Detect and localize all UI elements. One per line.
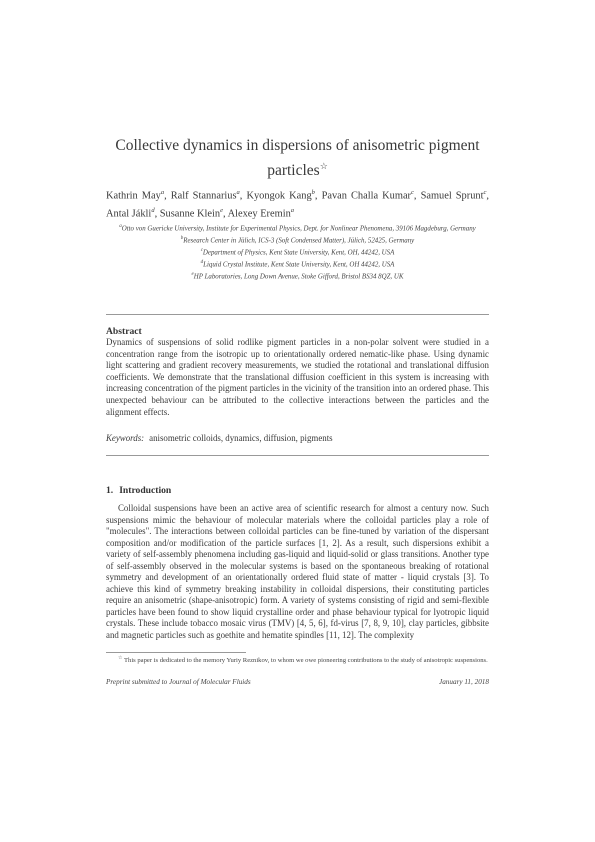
author-name: Susanne Klein bbox=[159, 208, 221, 220]
footnote-marker: ☆ bbox=[118, 656, 123, 661]
footnote-divider bbox=[106, 652, 246, 653]
footnote bbox=[106, 655, 489, 666]
footer-date: January 11, 2018 bbox=[439, 678, 489, 686]
affiliation-text: Research Center in Jülich, ICS-3 (Soft Condensed Matter), Jülich, 52425, Germany bbox=[183, 237, 415, 245]
author-name: Pavan Challa Kumar bbox=[321, 190, 412, 202]
author-affiliation-mark: b bbox=[311, 189, 315, 196]
section-heading bbox=[106, 485, 171, 496]
introduction-paragraph: Colloidal suspensions have been an active area of scientific research for almost a century now. Such suspensions mimic the behaviour of molecular materials where the colloidal particles play a role of "molecules". The interactions between colloidal particles can be fine-tuned by variation of the dispersant composition and/or modification of the particle surfaces [1, 2]. As a result, such dispersions exhibit a variety of self-assembly phenomena including gas-liquid and liquid-solid or glass transitions. Another type of self-assembly observed in the molecular systems is based on the spontaneous breaking of rotational symmetry and development of an orientationally ordered fluid state of matter - liquid crystals [3]. To achieve this kind of symmetry breaking instability in colloidal dispersions, their constituting particles require an anisometric (shape-anisotropic) form. A variety of systems consisting of rigid and semi-flexible particles have been found to show liquid crystalline order and phase behaviour typical for lyotropic liquid crystals. These include tobacco mosaic virus (TMV) [4, 5, 6], fd-virus [7, 8, 9, 10], clay particles, gibbsite and magnetic particles such as goethite and hematite spindles [11, 12]. The complexity bbox=[106, 503, 489, 640]
author-affiliation-mark: c bbox=[411, 189, 414, 196]
keywords-label: Keywords: bbox=[106, 433, 145, 443]
affiliation-item bbox=[106, 234, 489, 246]
affiliation-text: Department of Physics, Kent State University, Kent, OH, 44242, USA bbox=[202, 249, 395, 257]
author-list: Kathrin May$^a$, Ralf Stannarius$^a$, Kyongok Kang$^b$, Pavan Challa Kumar$^c$, Samuel Sprunt$^c$, Antal Jákli$^d$, Susanne Klein$^e$, Alexey Eremin$^a$ bbox=[106, 189, 489, 220]
author-name: Ralf Stannarius bbox=[170, 190, 237, 202]
paper-title bbox=[106, 136, 489, 181]
top-divider bbox=[106, 314, 489, 315]
author-name: Alexey Eremin bbox=[227, 208, 291, 220]
author-affiliation-mark: a bbox=[290, 206, 295, 214]
abstract-heading: Abstract bbox=[106, 326, 142, 337]
affiliation-text: Liquid Crystal Institute, Kent State University, Kent, OH 44242, USA bbox=[203, 260, 395, 268]
author-affiliation-mark: c bbox=[483, 189, 487, 196]
affiliation-mark: a bbox=[119, 224, 122, 229]
preprint-note: Preprint submitted to Journal of Molecular Fluids bbox=[106, 678, 251, 686]
page-footer bbox=[106, 678, 489, 686]
author-name: Kathrin May bbox=[106, 190, 161, 202]
footnote-text: This paper is dedicated to the memory Yuriy Reznikov, to whom we owe pioneering contributions to the study of anisotropic suspensions. bbox=[124, 657, 488, 665]
affiliation-item bbox=[106, 246, 489, 258]
section-title: Introduction bbox=[119, 485, 172, 496]
affiliation-item bbox=[106, 258, 489, 270]
affiliation-list bbox=[106, 222, 489, 281]
author-affiliation-mark: d bbox=[151, 206, 155, 214]
author-name: Kyongok Kang bbox=[246, 190, 312, 202]
author-name: Samuel Sprunt bbox=[420, 190, 484, 202]
bottom-divider bbox=[106, 455, 489, 456]
title-text: Collective dynamics in dispersions of anisometric pigment particles bbox=[115, 137, 480, 180]
affiliation-mark: d bbox=[200, 259, 204, 265]
keywords-text: anisometric colloids, dynamics, diffusion, pigments bbox=[149, 433, 333, 443]
affiliation-item bbox=[106, 270, 489, 282]
author-affiliation-mark: e bbox=[220, 206, 223, 214]
author-affiliation-mark: a bbox=[160, 189, 165, 196]
affiliation-mark: b bbox=[180, 235, 184, 241]
affiliation-text: HP Laboratories, Long Down Avenue, Stoke Gifford, Bristol BS34 8QZ, UK bbox=[193, 272, 404, 280]
abstract-text: Dynamics of suspensions of solid rodlike pigment particles in a non-polar solvent were studied in a concentration range from the isotropic up to orientationally ordered nematic-like phase. Using dynamic light scattering and gradient recovery measurements, we studied the rotational and translational diffusion coefficients. We demonstrate that the translational diffusion coefficient in this system is increasing with increasing concentration of the pigment particles in the vicinity of the transition into an ordered phase. This unexpected behaviour can be attributed to the collective interactions between the particles and the alignment effects. bbox=[106, 337, 489, 417]
section-number: 1. bbox=[106, 485, 114, 496]
affiliation-mark: e bbox=[191, 271, 194, 277]
affiliation-mark: c bbox=[200, 247, 203, 253]
affiliation-item bbox=[106, 222, 489, 234]
author-affiliation-mark: a bbox=[236, 189, 240, 196]
affiliation-text: Otto von Guericke University, Institute for Experimental Physics, Dept. for Nonlinear Phenomena, 39106 Magdeburg, Germany bbox=[121, 225, 476, 233]
author-name: Antal Jákli bbox=[106, 208, 152, 220]
keywords bbox=[106, 433, 489, 445]
title-footnote-marker: ☆ bbox=[319, 161, 328, 171]
